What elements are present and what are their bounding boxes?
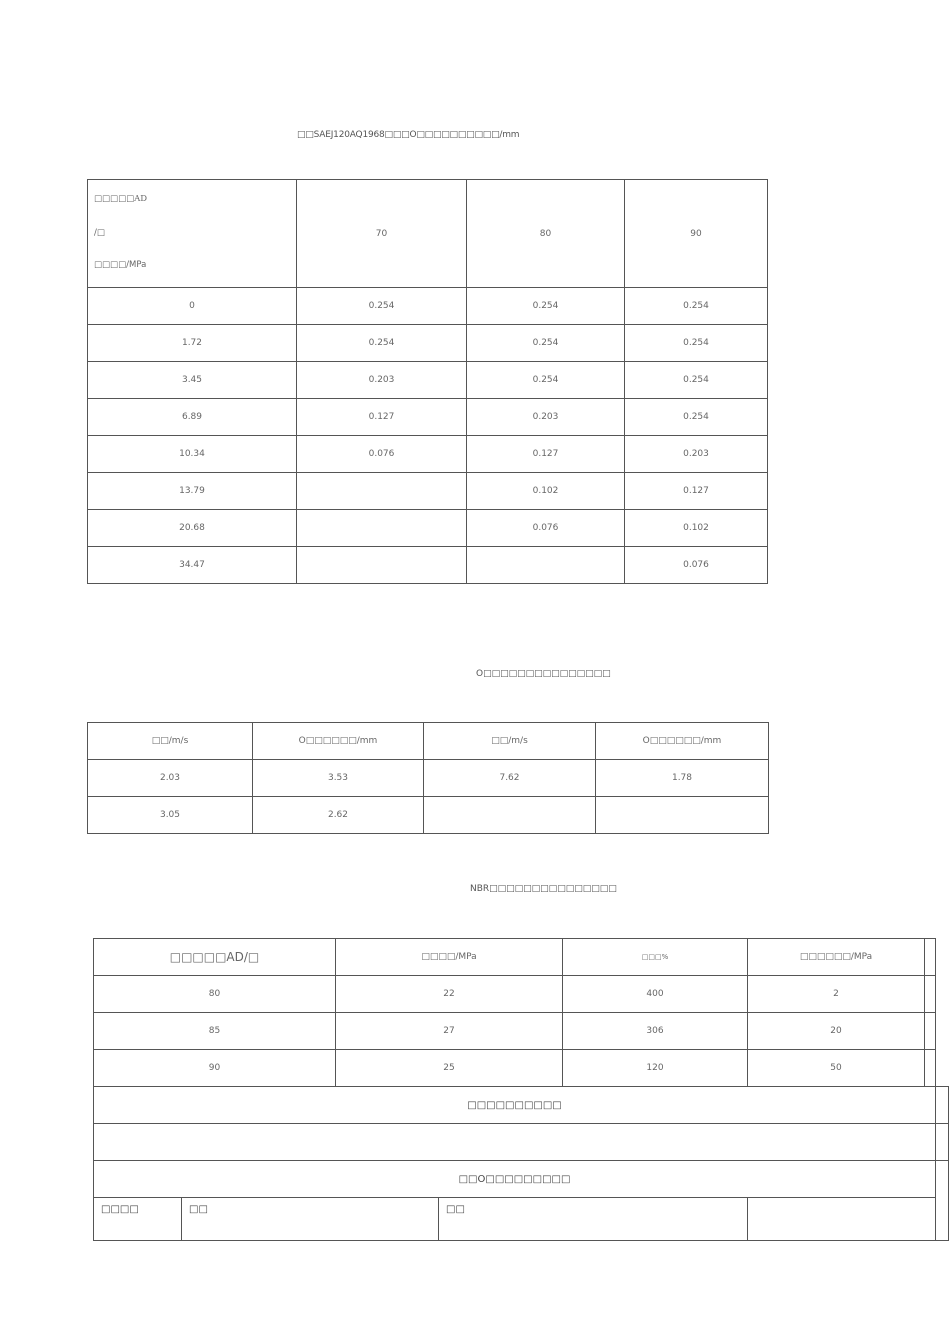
banner-row [94,1087,949,1124]
footer-row [94,1198,949,1241]
spacer-cell [936,1124,949,1161]
column-header: O□□□□□□/mm [596,723,769,760]
footer-blank-cell [748,1198,936,1241]
table-cell: 0 [88,288,297,325]
table-cell [297,473,467,510]
column-header: □□/m/s [424,723,596,760]
table-row [88,399,768,436]
table-cell [424,797,596,834]
table-row [94,976,949,1013]
table-cell: 0.254 [625,399,768,436]
table-row [88,362,768,399]
table-cell: 6.89 [88,399,297,436]
table-cell: 0.254 [297,325,467,362]
table-cell: 120 [563,1050,748,1087]
table-cell: 0.127 [467,436,625,473]
spacer-cell [925,1050,936,1087]
table-cell: 2.62 [253,797,424,834]
table-cell: 20 [748,1013,925,1050]
table-cell: 3.05 [88,797,253,834]
table-header-row [88,180,768,288]
nbr-properties-table [93,938,949,1241]
table-cell: 2.03 [88,760,253,797]
table-row [88,473,768,510]
spacer-cell [936,1161,949,1241]
table-cell: 2 [748,976,925,1013]
table-cell: 0.076 [467,510,625,547]
table-cell: 0.254 [467,362,625,399]
table-cell [596,797,769,834]
table-cell: 10.34 [88,436,297,473]
section-banner: □□□□□□□□□□ [94,1087,936,1124]
table-cell: 34.47 [88,547,297,584]
footer-cell: □□□□ [94,1198,182,1241]
table-cell: 3.53 [253,760,424,797]
table-row [94,1013,949,1050]
corner-label-hardness: □□□□□AD [94,194,148,204]
table-cell: 0.127 [297,399,467,436]
footer-cell: □□ [182,1198,439,1241]
table-cell [467,547,625,584]
table-cell: 7.62 [424,760,596,797]
spacer-cell [925,1013,936,1050]
table-cell: 22 [336,976,563,1013]
spacer-cell [925,976,936,1013]
column-header: O□□□□□□/mm [253,723,424,760]
spacer-cell [925,939,936,976]
table-cell [297,547,467,584]
column-header: □□□□□□/MPa [748,939,925,976]
table-row [88,288,768,325]
table-cell: 3.45 [88,362,297,399]
table-cell: 0.254 [625,362,768,399]
table-cell: 0.102 [467,473,625,510]
table-row [88,760,769,797]
column-header: 80 [467,180,625,288]
column-header: 90 [625,180,768,288]
footer-cell: □□ [439,1198,748,1241]
table-row [88,547,768,584]
corner-header-cell [88,180,297,288]
table-cell: 0.254 [467,325,625,362]
table-cell: 50 [748,1050,925,1087]
column-header: □□□% [563,939,748,976]
table-cell: 0.203 [625,436,768,473]
table-cell: 20.68 [88,510,297,547]
table-cell: 0.076 [297,436,467,473]
table-header-row [88,723,769,760]
table-cell: 0.254 [625,288,768,325]
table2-title: O□□□□□□□□□□□□□□□ [476,669,611,679]
table-row [94,1050,949,1087]
table-cell: 0.254 [297,288,467,325]
table-cell: 25 [336,1050,563,1087]
clearance-table [87,179,768,584]
spacer-cell [936,1087,949,1124]
empty-cell [94,1124,936,1161]
table-cell: 0.102 [625,510,768,547]
table-cell: 0.254 [625,325,768,362]
table-header-row [94,939,949,976]
table-cell: 1.72 [88,325,297,362]
table-cell: 27 [336,1013,563,1050]
table-cell [297,510,467,547]
corner-label-unit: /□ [94,228,105,238]
table-cell: 85 [94,1013,336,1050]
table1-title: □□SAEJ120AQ1968□□□O□□□□□□□□□□/mm [297,130,520,140]
table-cell: 0.203 [297,362,467,399]
speed-table [87,722,769,834]
table-cell: 0.076 [625,547,768,584]
table-cell: 0.254 [467,288,625,325]
table-row [88,325,768,362]
table-cell: 1.78 [596,760,769,797]
corner-label-pressure: □□□□/MPa [94,260,147,270]
section-banner: □□O□□□□□□□□□ [94,1161,936,1198]
table-row [88,436,768,473]
banner-row [94,1161,949,1198]
table3-title: NBR□□□□□□□□□□□□□□□ [470,884,617,894]
table-row [88,510,768,547]
column-header: □□/m/s [88,723,253,760]
column-header: □□□□□AD/□ [94,939,336,976]
table-cell: 13.79 [88,473,297,510]
table-cell: 90 [94,1050,336,1087]
spacer-cell [936,1013,949,1050]
column-header: □□□□/MPa [336,939,563,976]
empty-row [94,1124,949,1161]
table-cell: 80 [94,976,336,1013]
table-cell: 400 [563,976,748,1013]
spacer-cell [936,939,949,976]
spacer-cell [936,976,949,1013]
table-cell: 306 [563,1013,748,1050]
table-cell: 0.203 [467,399,625,436]
column-header: 70 [297,180,467,288]
spacer-cell [936,1050,949,1087]
table-cell: 0.127 [625,473,768,510]
table-row [88,797,769,834]
